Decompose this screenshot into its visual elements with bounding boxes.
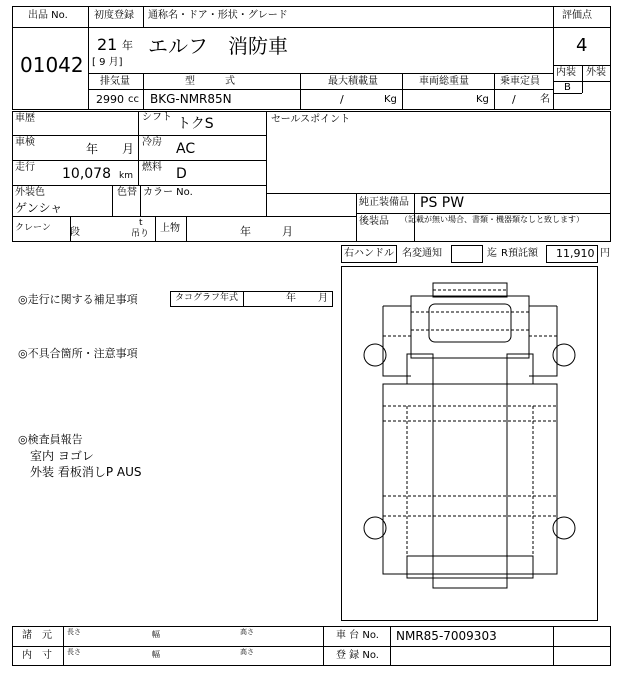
divider bbox=[243, 291, 244, 307]
crane-dan: 段 bbox=[70, 227, 80, 238]
tacho-label: タコグラフ年式 bbox=[175, 293, 239, 303]
reg-label: 登 録 No. bbox=[336, 650, 379, 661]
tacho-month: 月 bbox=[318, 293, 328, 304]
rhd-label: 右ハンドル bbox=[344, 248, 394, 259]
divider bbox=[155, 216, 156, 242]
gross-weight-label: 車両総重量 bbox=[419, 76, 469, 87]
capacity-unit: 名 bbox=[540, 94, 550, 105]
divider bbox=[582, 65, 583, 81]
dims-width: 幅 bbox=[152, 630, 160, 639]
shift-value: トクS bbox=[177, 116, 214, 132]
recycle-label: R預託額 bbox=[501, 248, 538, 259]
mileage-value: 10,078 bbox=[62, 166, 111, 182]
recycle-amount: 11,910 bbox=[556, 247, 595, 260]
divider bbox=[553, 626, 554, 666]
divider bbox=[390, 626, 391, 666]
ext-color-label: 外装色 bbox=[15, 187, 45, 198]
divider bbox=[12, 160, 266, 161]
ac-value: AC bbox=[176, 141, 196, 157]
first-reg-year: 21 bbox=[97, 35, 118, 54]
driving-notes-label: ◎走行に関する補足事項 bbox=[18, 293, 138, 306]
capacity-label: 乗車定員 bbox=[500, 76, 540, 87]
chassis-label: 車 台 No. bbox=[336, 630, 379, 641]
car-name: エルフ 消防車 bbox=[148, 34, 288, 58]
retrofit-note: （記載が無い場合、書類・機器類なしと致します） bbox=[400, 215, 584, 224]
fuel-label: 燃料 bbox=[142, 162, 162, 173]
first-reg-month: [ 9 月] bbox=[92, 57, 123, 68]
equipment-label: 純正装備品 bbox=[359, 197, 409, 208]
inner-length: 長さ bbox=[67, 648, 81, 656]
divider bbox=[143, 6, 144, 28]
divider bbox=[494, 73, 495, 110]
mileage-unit: km bbox=[119, 171, 133, 181]
exterior-label: 外装 bbox=[586, 67, 606, 78]
divider bbox=[300, 73, 301, 110]
score-value: 4 bbox=[576, 35, 588, 56]
sales-point-label: セールスポイント bbox=[271, 114, 351, 125]
divider bbox=[356, 193, 357, 242]
inspector-label: ◎検査員報告 bbox=[18, 433, 83, 446]
ext-color-value: ゲンシャ bbox=[15, 201, 63, 215]
retrofit-label: 後装品 bbox=[359, 216, 389, 227]
divider bbox=[88, 89, 553, 90]
divider bbox=[12, 27, 88, 28]
inner-height: 高さ bbox=[240, 648, 254, 656]
divider bbox=[88, 27, 553, 28]
name-change-box bbox=[451, 245, 483, 263]
max-load-label: 最大積載量 bbox=[328, 76, 378, 87]
fuel-value: D bbox=[176, 166, 187, 182]
crane-t: t bbox=[139, 218, 143, 228]
shift-label: シフト bbox=[142, 112, 172, 123]
inner-width: 幅 bbox=[152, 650, 160, 659]
divider bbox=[63, 626, 64, 666]
divider bbox=[143, 73, 144, 110]
model-value: BKG-NMR85N bbox=[150, 92, 232, 106]
interior-label: 内装 bbox=[556, 67, 576, 78]
divider bbox=[12, 216, 356, 217]
truck-outline bbox=[341, 266, 598, 621]
yen-unit: 円 bbox=[600, 248, 610, 259]
report-line-2: 外装 看板消しP AUS bbox=[30, 465, 142, 479]
divider bbox=[402, 73, 403, 110]
mileage-label: 走行 bbox=[15, 162, 35, 173]
divider bbox=[88, 6, 89, 110]
chassis-number: NMR85-7009303 bbox=[396, 629, 497, 643]
divider bbox=[582, 81, 583, 93]
upper-year: 年 bbox=[240, 225, 251, 238]
load-kg: Kg bbox=[384, 94, 397, 105]
recycle-until: 迄 bbox=[487, 248, 497, 259]
interior-grade: B bbox=[564, 82, 571, 93]
divider bbox=[323, 626, 324, 666]
lot-label: 出品 No. bbox=[28, 10, 68, 21]
divider bbox=[266, 111, 267, 216]
year-unit: 年 bbox=[122, 39, 133, 52]
divider bbox=[12, 646, 611, 647]
displacement-label: 排気量 bbox=[100, 76, 130, 87]
equipment-value: PS PW bbox=[420, 195, 465, 211]
report-line-1: 室内 ヨゴレ bbox=[30, 449, 94, 463]
divider bbox=[12, 135, 266, 136]
divider bbox=[140, 185, 141, 216]
upper-label: 上物 bbox=[160, 223, 180, 234]
displacement-value: 2990 bbox=[96, 93, 124, 106]
upper-month: 月 bbox=[282, 225, 293, 238]
inspection-month: 月 bbox=[122, 142, 135, 156]
divider bbox=[112, 185, 113, 216]
crane-label: クレーン bbox=[15, 223, 51, 233]
capacity-slash: / bbox=[512, 93, 516, 106]
gross-kg: Kg bbox=[476, 94, 489, 105]
score-label: 評価点 bbox=[562, 10, 592, 21]
color-no-label: 色替 bbox=[117, 187, 137, 198]
divider bbox=[553, 27, 611, 28]
dims-height: 高さ bbox=[240, 628, 254, 636]
load-slash: / bbox=[340, 93, 344, 106]
dims-label: 諸 元 bbox=[22, 630, 52, 641]
defects-label: ◎不具合箇所・注意事項 bbox=[18, 347, 138, 360]
divider bbox=[186, 216, 187, 242]
crane-tsuri: 吊り bbox=[131, 229, 150, 239]
color-code-label: カラー No. bbox=[143, 187, 193, 198]
dims-length: 長さ bbox=[67, 628, 81, 636]
first-reg-label: 初度登録 bbox=[94, 10, 134, 21]
divider bbox=[356, 213, 611, 214]
inspection-year: 年 bbox=[86, 142, 99, 156]
name-change-label: 名変通知 bbox=[402, 248, 442, 259]
divider bbox=[553, 93, 582, 94]
ac-label: 冷房 bbox=[142, 137, 162, 148]
cc-unit: cc bbox=[128, 94, 139, 105]
divider bbox=[138, 111, 139, 185]
history-label: 車歴 bbox=[15, 113, 35, 124]
divider bbox=[12, 185, 266, 186]
lot-number: 01042 bbox=[20, 53, 84, 77]
inner-dims-label: 内 寸 bbox=[22, 650, 52, 661]
model-label: 型 式 bbox=[185, 76, 235, 87]
inspection-label: 車検 bbox=[15, 137, 35, 148]
divider bbox=[266, 193, 611, 194]
tacho-year: 年 bbox=[286, 293, 296, 304]
name-label: 通称名・ドア・形状・グレード bbox=[148, 10, 288, 21]
divider bbox=[553, 6, 554, 110]
divider bbox=[88, 73, 553, 74]
